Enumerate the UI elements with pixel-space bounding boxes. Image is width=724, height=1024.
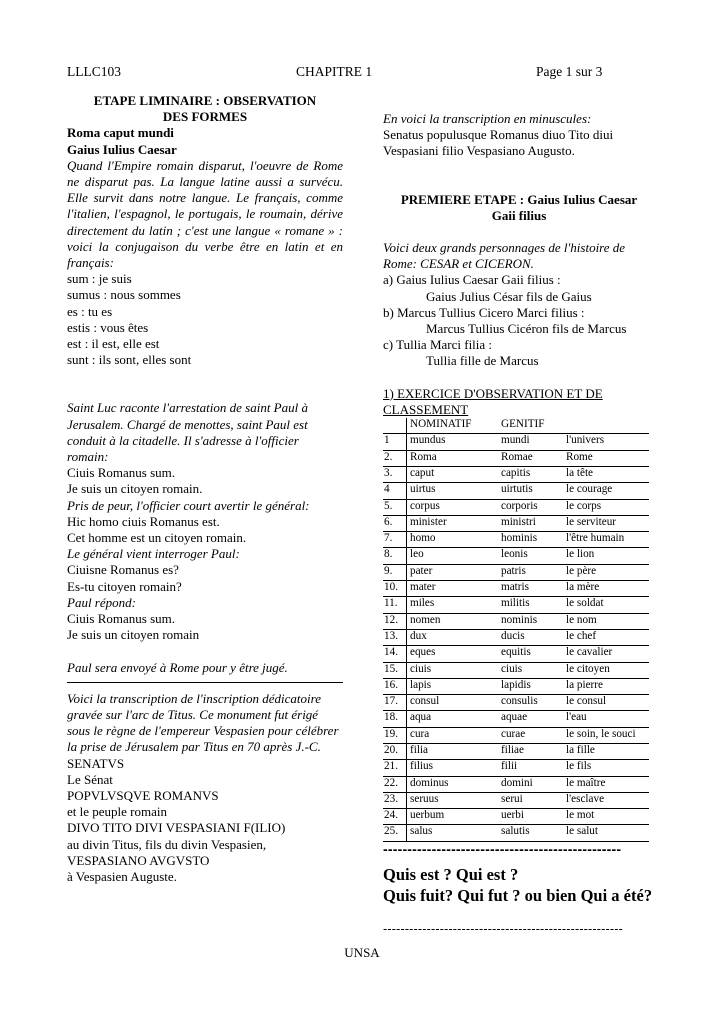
arc-line: VESPASIANO AVGVSTO	[67, 852, 210, 868]
footer-label: UNSA	[344, 945, 380, 960]
arc-line: et le peuple romain	[67, 804, 167, 820]
table-cell: 18.	[383, 711, 407, 727]
table-row	[383, 776, 649, 792]
table-cell: minister	[407, 515, 499, 531]
table-cell: 23.	[383, 792, 407, 808]
conjugation-line: est : il est, elle est	[67, 336, 160, 352]
header-chapter: CHAPITRE 1	[296, 64, 373, 79]
conjugation-line: sumus : nous sommes	[67, 287, 181, 303]
exercise-title: 1) EXERCICE D'OBSERVATION ET DE CLASSEMENT	[383, 385, 603, 417]
table-cell: Romae	[498, 450, 563, 466]
table-cell: filia	[407, 743, 499, 759]
table-row	[383, 450, 649, 466]
table-row	[383, 760, 649, 776]
table-header-row	[383, 418, 649, 434]
table-header-cell	[563, 418, 649, 434]
table-header-cell: GENITIF	[498, 418, 563, 434]
table-row	[383, 515, 649, 531]
table-cell: 9.	[383, 564, 407, 580]
person-a-translation: Gaius Julius César fils de Gaius	[426, 288, 592, 304]
table-row	[383, 466, 649, 482]
table-cell: curae	[498, 727, 563, 743]
step-heading-line2: Gaii filius	[491, 207, 547, 223]
table-cell: dux	[407, 629, 499, 645]
table-row	[383, 613, 649, 629]
table-cell: le soldat	[563, 597, 649, 613]
table-cell: le salut	[563, 825, 649, 841]
table-cell: 7.	[383, 532, 407, 548]
step-heading-line1: PREMIERE ETAPE : Gaius Iulius Caesar	[400, 191, 638, 207]
table-row	[383, 564, 649, 580]
table-cell: le consul	[563, 695, 649, 711]
table-cell: lapis	[407, 678, 499, 694]
story-line: Pris de peur, l'officier court avertir le général:	[67, 497, 310, 513]
table-cell: matris	[498, 581, 563, 597]
arc-line: SENATVS	[67, 755, 125, 771]
table-row	[383, 743, 649, 759]
table-cell: 5.	[383, 499, 407, 515]
table-cell: uirtutis	[498, 483, 563, 499]
table-cell: consulis	[498, 695, 563, 711]
story-line: Ciuisne Romanus es?	[67, 562, 179, 578]
table-row	[383, 727, 649, 743]
table-cell: 11.	[383, 597, 407, 613]
right-column	[383, 111, 655, 936]
table-cell: filiae	[498, 743, 563, 759]
table-cell: salus	[407, 825, 499, 841]
table-row	[383, 532, 649, 548]
table-cell: mundi	[498, 434, 563, 450]
arc-line: POPVLVSQVE ROMANVS	[67, 787, 219, 803]
table-row	[383, 499, 649, 515]
table-header-cell: NOMINATIF	[407, 418, 499, 434]
table-cell: la fille	[563, 743, 649, 759]
table-cell: militis	[498, 597, 563, 613]
table-cell: domini	[498, 776, 563, 792]
table-cell: leonis	[498, 548, 563, 564]
person-a: a) Gaius Iulius Caesar Gaii filius :	[383, 272, 561, 288]
dash-separator-bottom: -------------------------------------------------------	[383, 921, 623, 936]
table-cell: Roma	[407, 450, 499, 466]
table-cell: 20.	[383, 743, 407, 759]
story-line: Ciuis Romanus sum.	[67, 611, 175, 627]
table-cell: le serviteur	[563, 515, 649, 531]
story-line: Je suis un citoyen romain.	[67, 481, 203, 497]
table-cell: ciuis	[407, 662, 499, 678]
table-cell: mundus	[407, 434, 499, 450]
table-cell: le mot	[563, 809, 649, 825]
table-cell: uerbum	[407, 809, 499, 825]
table-cell: corporis	[498, 499, 563, 515]
table-row	[383, 597, 649, 613]
vocabulary-table	[383, 418, 649, 842]
table-cell: 10.	[383, 581, 407, 597]
subheading-roma: Roma caput mundi	[67, 125, 174, 141]
header-page: Page 1 sur 3	[536, 64, 603, 79]
section-heading-line1: ETAPE LIMINAIRE : OBSERVATION	[93, 93, 317, 108]
table-cell: 3.	[383, 466, 407, 482]
table-row	[383, 792, 649, 808]
person-b: b) Marcus Tullius Cicero Marci filius :	[383, 304, 585, 320]
table-cell: dominus	[407, 776, 499, 792]
story-line: Je suis un citoyen romain	[67, 627, 200, 643]
table-cell: hominis	[498, 532, 563, 548]
table-header-cell	[383, 418, 407, 434]
story-line: Le général vient interroger Paul:	[67, 546, 240, 562]
table-cell: la pierre	[563, 678, 649, 694]
table-cell: l'eau	[563, 711, 649, 727]
minuscule-text: Senatus populusque Romanus diuo Tito diui Vespasiani filio Vespasiano Augusto.	[383, 127, 614, 159]
header-code: LLLC103	[67, 64, 121, 79]
table-cell: le courage	[563, 483, 649, 499]
table-cell: le père	[563, 564, 649, 580]
table-cell: aquae	[498, 711, 563, 727]
table-cell: seruus	[407, 792, 499, 808]
table-row	[383, 825, 649, 841]
table-cell: le lion	[563, 548, 649, 564]
table-cell: capitis	[498, 466, 563, 482]
table-cell: l'esclave	[563, 792, 649, 808]
intro-paragraph: Quand l'Empire romain disparut, l'oeuvre de Rome ne disparut pas. La langue latine aussi a survécu. Elle survit dans notre langue. Le français, comme l'italien, l'espagnol, le portugais, le roumain, dérive directement du latin ; c'est une langue « romane » : voici la conjugaison du verbe être en latin et en français:	[67, 157, 343, 271]
story-line: Hic homo ciuis Romanus est.	[67, 513, 220, 529]
arc-line: DIVO TITO DIVI VESPASIANI F(ILIO)	[67, 820, 286, 836]
left-column	[67, 93, 343, 885]
table-cell: 17.	[383, 695, 407, 711]
story-line: Paul répond:	[67, 594, 136, 610]
table-cell: l'être humain	[563, 532, 649, 548]
table-cell: le cavalier	[563, 646, 649, 662]
table-cell: filius	[407, 760, 499, 776]
table-cell: equitis	[498, 646, 563, 662]
table-cell: serui	[498, 792, 563, 808]
table-row	[383, 581, 649, 597]
question-line-2: Quis fuit? Qui fut ? ou bien Qui a été?	[383, 885, 653, 905]
table-cell: uirtus	[407, 483, 499, 499]
table-cell: cura	[407, 727, 499, 743]
table-cell: nominis	[498, 613, 563, 629]
table-cell: Rome	[563, 450, 649, 466]
table-row	[383, 434, 649, 450]
table-cell: 25.	[383, 825, 407, 841]
table-row	[383, 548, 649, 564]
story-line: Cet homme est un citoyen romain.	[67, 530, 247, 546]
table-row	[383, 483, 649, 499]
table-cell: 16.	[383, 678, 407, 694]
question-line-1: Quis est ? Qui est ?	[383, 864, 519, 884]
arc-line: au divin Titus, fils du divin Vespasien,	[67, 836, 267, 852]
table-cell: homo	[407, 532, 499, 548]
conjugation-line: sunt : ils sont, elles sont	[67, 352, 192, 368]
conjugation-line: estis : vous êtes	[67, 319, 149, 335]
table-row	[383, 662, 649, 678]
table-cell: la tête	[563, 466, 649, 482]
table-cell: consul	[407, 695, 499, 711]
table-row	[383, 711, 649, 727]
table-cell: le corps	[563, 499, 649, 515]
story-line: Ciuis Romanus sum.	[67, 465, 175, 481]
table-cell: 4	[383, 483, 407, 499]
table-cell: filii	[498, 760, 563, 776]
table-cell: ciuis	[498, 662, 563, 678]
arc-line: à Vespasien Auguste.	[67, 868, 177, 884]
person-b-translation: Marcus Tullius Cicéron fils de Marcus	[426, 321, 627, 337]
table-cell: 19.	[383, 727, 407, 743]
table-cell: 24.	[383, 809, 407, 825]
table-cell: 6.	[383, 515, 407, 531]
table-cell: l'univers	[563, 434, 649, 450]
table-cell: le nom	[563, 613, 649, 629]
conjugation-line: es : tu es	[67, 303, 113, 319]
dash-separator: -------------------------------------------------	[383, 841, 622, 856]
persons-intro: Voici deux grands personnages de l'histoire de Rome: CESAR et CICERON.	[383, 240, 626, 272]
table-cell: la mère	[563, 581, 649, 597]
table-cell: ducis	[498, 629, 563, 645]
table-cell: ministri	[498, 515, 563, 531]
table-cell: le maître	[563, 776, 649, 792]
table-cell: le citoyen	[563, 662, 649, 678]
story-line: Es-tu citoyen romain?	[67, 578, 182, 594]
table-cell: pater	[407, 564, 499, 580]
table-cell: lapidis	[498, 678, 563, 694]
story-intro: Saint Luc raconte l'arrestation de saint Paul à Jerusalem. Chargé de menottes, saint Paul est conduit à la citadelle. Il s'adresse à l'officier romain:	[67, 400, 308, 465]
table-cell: corpus	[407, 499, 499, 515]
table-cell: le fils	[563, 760, 649, 776]
table-row	[383, 695, 649, 711]
table-cell: 21.	[383, 760, 407, 776]
table-cell: 2.	[383, 450, 407, 466]
subheading-caesar: Gaius Iulius Caesar	[67, 141, 177, 157]
table-cell: le chef	[563, 629, 649, 645]
arc-line: Le Sénat	[67, 771, 113, 787]
table-cell: aqua	[407, 711, 499, 727]
table-cell: 1	[383, 434, 407, 450]
table-cell: 22.	[383, 776, 407, 792]
person-c: c) Tullia Marci filia :	[383, 337, 493, 353]
table-cell: le soin, le souci	[563, 727, 649, 743]
table-cell: patris	[498, 564, 563, 580]
arc-inscription	[67, 756, 343, 886]
table-row	[383, 646, 649, 662]
table-cell: nomen	[407, 613, 499, 629]
table-row	[383, 809, 649, 825]
table-cell: miles	[407, 597, 499, 613]
table-cell: uerbi	[498, 809, 563, 825]
table-row	[383, 678, 649, 694]
table-cell: 15.	[383, 662, 407, 678]
table-cell: mater	[407, 581, 499, 597]
table-cell: eques	[407, 646, 499, 662]
table-cell: 13.	[383, 629, 407, 645]
table-cell: 14.	[383, 646, 407, 662]
conjugation-list	[67, 271, 343, 368]
person-c-translation: Tullia fille de Marcus	[426, 353, 539, 369]
table-cell: salutis	[498, 825, 563, 841]
arc-intro: Voici la transcription de l'inscription dédicatoire gravée sur l'arc de Titus. Ce monument fut érigé sous le règne de l'empereur Vespasien pour célébrer la prise de Jérusalem par Titus en 70 après J.-C.	[67, 690, 339, 755]
table-cell: caput	[407, 466, 499, 482]
rome-sentence: Paul sera envoyé à Rome pour y être jugé.	[67, 659, 288, 675]
minuscule-intro: En voici la transcription en minuscules:	[383, 111, 592, 126]
table-cell: 12.	[383, 613, 407, 629]
conjugation-line: sum : je suis	[67, 271, 132, 287]
section-heading-line2: DES FORMES	[162, 109, 248, 125]
table-cell: leo	[407, 548, 499, 564]
table-row	[383, 629, 649, 645]
table-cell: 8.	[383, 548, 407, 564]
